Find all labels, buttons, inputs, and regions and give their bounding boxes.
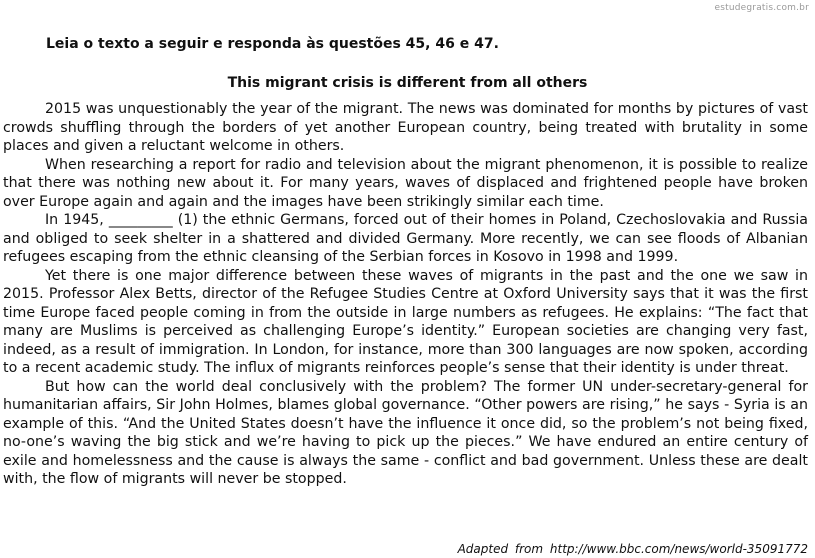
source-citation: Adapted from http://www.bbc.com/news/world-35091772 (457, 542, 808, 556)
paragraph-2: When researching a report for radio and television about the migrant phenomenon, it is possible to realize that there was nothing new about it. For many years, waves of displaced and frightened people have broken over Europe again and again and the images have been strikingly similar each time. (3, 156, 808, 210)
watermark: estudegratis.com.br (714, 3, 809, 13)
paragraph-1: 2015 was unquestionably the year of the migrant. The news was dominated for months by pictures of vast crowds shuffling through the borders of yet another European country, being treated with brutality in some places and given a reluctant welcome in others. (3, 101, 808, 154)
paragraph-5: But how can the world deal conclusively with the problem? The former UN under-secretary-general for humanitarian affairs, Sir John Holmes, blames global governance. “Other powers are rising,” he says - Syria is an example of this. “And the United States doesn’t have the influence it once did, so the problem’s not being fixed, no-one’s waving the big stick and we’re having to pick up the pieces.” We have endured an entire century of exile and homelessness and the cause is always the same - conflict and bad government. Unless these are dealt with, the flow of migrants will never be stopped. (3, 378, 808, 487)
article-body (3, 100, 808, 489)
paragraph-3: In 1945, _________ (1) the ethnic Germans, forced out of their homes in Poland, Czechoslovakia and Russia and obliged to seek shelter in a shattered and divided Germany. More recently, we can see floods of Albanian refugees escaping from the ethnic cleansing of the Serbian forces in Kosovo in 1998 and 1999. (3, 212, 808, 265)
article-title: This migrant crisis is different from all others (227, 75, 588, 91)
instruction-text: Leia o texto a seguir e responda às questões 45, 46 e 47. (46, 36, 499, 52)
paragraph-4: Yet there is one major difference between these waves of migrants in the past and the one we saw in 2015. Professor Alex Betts, director of the Refugee Studies Centre at Oxford University says that it was the first time Europe faced people coming in from the outside in large numbers as refugees. He explains: “The fact that many are Muslims is perceived as challenging Europe’s identity.” European societies are changing very fast, indeed, as a result of immigration. In London, for instance, more than 300 languages are now spoken, according to a recent academic study. The influx of migrants reinforces people’s sense that their identity is under threat. (3, 267, 808, 376)
